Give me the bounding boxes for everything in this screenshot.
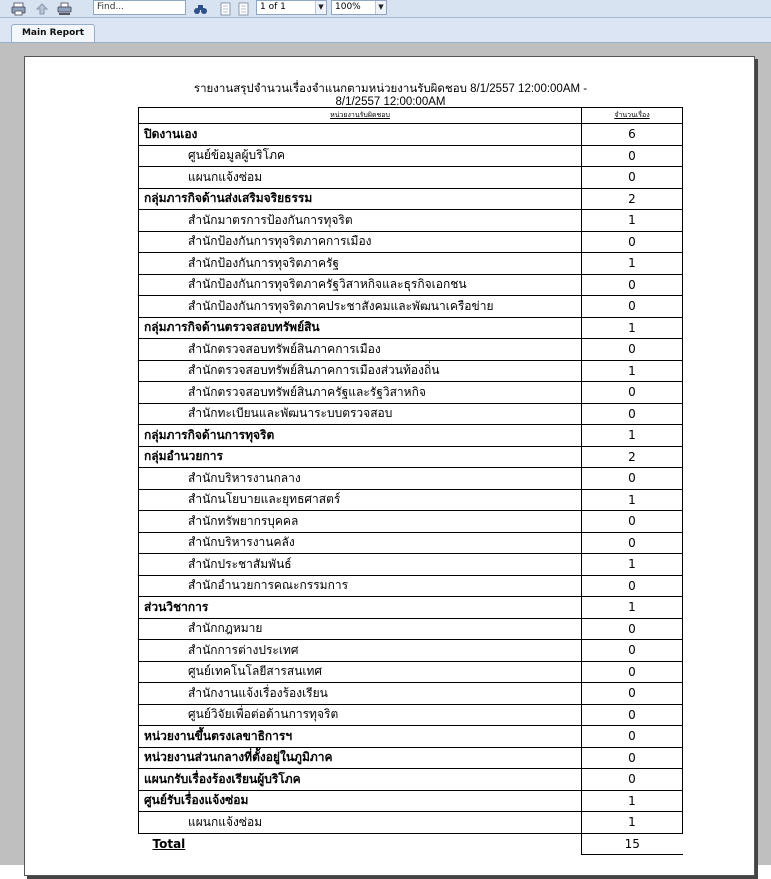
- count-value: 0: [582, 769, 683, 791]
- table-row: [139, 360, 683, 382]
- unit-name: สำนักตรวจสอบทรัพย์สินภาครัฐและรัฐวิสาหกิจ: [139, 382, 582, 404]
- table-row: [139, 640, 683, 662]
- unit-name: สำนักบริหารงานคลัง: [139, 532, 582, 554]
- unit-name: ศูนย์รับเรื่องแจ้งซ่อม: [139, 790, 582, 812]
- table-row: [139, 511, 683, 533]
- unit-name: สำนักทะเบียนและพัฒนาระบบตรวจสอบ: [139, 403, 582, 425]
- count-value: 0: [582, 145, 683, 167]
- unit-name: สำนักตรวจสอบทรัพย์สินภาคการเมืองส่วนท้องถิ่น: [139, 360, 582, 382]
- count-value: 0: [582, 640, 683, 662]
- unit-name: สำนักมาตรการป้องกันการทุจริต: [139, 210, 582, 232]
- count-value: 6: [582, 124, 683, 146]
- table-row: [139, 403, 683, 425]
- table-row: [139, 274, 683, 296]
- unit-name: ศูนย์เทคโนโลยีสารสนเทศ: [139, 661, 582, 683]
- group-row: [139, 747, 683, 769]
- table-row: [139, 468, 683, 490]
- unit-name: ส่วนวิชาการ: [139, 597, 582, 619]
- binoculars-icon[interactable]: [193, 1, 208, 15]
- count-value: 0: [582, 468, 683, 490]
- count-value: 1: [582, 489, 683, 511]
- table-row: [139, 382, 683, 404]
- table-row: [139, 575, 683, 597]
- zoom-select[interactable]: [331, 0, 387, 15]
- total-label: Total: [152, 837, 186, 851]
- unit-name: แผนกแจ้งซ่อม: [139, 167, 582, 189]
- count-value: 0: [582, 339, 683, 361]
- page-select[interactable]: [256, 0, 327, 15]
- count-value: 1: [582, 360, 683, 382]
- table-row: [139, 661, 683, 683]
- count-value: 1: [582, 597, 683, 619]
- table-row: [139, 618, 683, 640]
- unit-name: สำนักป้องกันการทุจริตภาคการเมือง: [139, 231, 582, 253]
- count-value: 0: [582, 726, 683, 748]
- unit-name: ศูนย์วิจัยเพื่อต่อต้านการทุจริต: [139, 704, 582, 726]
- group-row: [139, 769, 683, 791]
- group-row: [139, 446, 683, 468]
- table-row: [139, 704, 683, 726]
- table-row: [139, 210, 683, 232]
- table-row: [139, 683, 683, 705]
- report-title-line-1: รายงานสรุปจำนวนเรื่องจำแนกตามหน่วยงานรับผิดชอบ 8/1/2557 12:00:00AM -: [193, 83, 588, 95]
- count-value: 0: [582, 683, 683, 705]
- report-table: [138, 107, 683, 855]
- group-row: [139, 597, 683, 619]
- print-icon[interactable]: [11, 1, 26, 15]
- export-icon[interactable]: [35, 1, 50, 15]
- unit-name: สำนักบริหารงานกลาง: [139, 468, 582, 490]
- unit-name: สำนักประชาสัมพันธ์: [139, 554, 582, 576]
- unit-name: สำนักป้องกันการทุจริตภาคประชาสังคมและพัฒนาเครือข่าย: [139, 296, 582, 318]
- count-value: 1: [582, 554, 683, 576]
- unit-name: สำนักทรัพยากรบุคคล: [139, 511, 582, 533]
- count-value: 1: [582, 210, 683, 232]
- unit-name: ศูนย์ข้อมูลผู้บริโภค: [139, 145, 582, 167]
- count-value: 0: [582, 618, 683, 640]
- group-row: [139, 425, 683, 447]
- count-value: 0: [582, 532, 683, 554]
- group-row: [139, 317, 683, 339]
- count-value: 0: [582, 511, 683, 533]
- count-value: 1: [582, 790, 683, 812]
- table-header: [139, 108, 683, 124]
- group-row: [139, 790, 683, 812]
- unit-name: กลุ่มภารกิจด้านการทุจริต: [139, 425, 582, 447]
- unit-name: แผนกรับเรื่องร้องเรียนผู้บริโภค: [139, 769, 582, 791]
- table-row: [139, 231, 683, 253]
- find-input[interactable]: Find...: [93, 0, 186, 15]
- previous-page-icon[interactable]: [236, 1, 251, 15]
- table-row: [139, 167, 683, 189]
- zoom-select-value: 100%: [335, 2, 361, 12]
- table-row: [139, 296, 683, 318]
- count-value: 0: [582, 296, 683, 318]
- report-title-line-2: 8/1/2557 12:00:00AM: [335, 96, 446, 108]
- count-value: 0: [582, 704, 683, 726]
- count-value: 0: [582, 403, 683, 425]
- report-toolbar: [0, 0, 771, 18]
- unit-name: สำนักการต่างประเทศ: [139, 640, 582, 662]
- unit-name: ปิดงานเอง: [139, 124, 582, 146]
- unit-name: สำนักป้องกันการทุจริตภาครัฐ: [139, 253, 582, 275]
- unit-name: กลุ่มอำนวยการ: [139, 446, 582, 468]
- count-value: 0: [582, 575, 683, 597]
- table-row: [139, 532, 683, 554]
- total-row: [139, 833, 683, 855]
- unit-name: หน่วยงานส่วนกลางที่ตั้งอยู่ในภูมิภาค: [139, 747, 582, 769]
- table-row: [139, 489, 683, 511]
- chevron-down-icon[interactable]: ▼: [315, 1, 326, 14]
- unit-name: หน่วยงานขึ้นตรงเลขาธิการฯ: [139, 726, 582, 748]
- count-value: 0: [582, 382, 683, 404]
- total-value: 15: [582, 833, 683, 855]
- count-value: 0: [582, 661, 683, 683]
- tab-bar: [0, 18, 771, 43]
- count-value: 0: [582, 274, 683, 296]
- count-value: 1: [582, 253, 683, 275]
- table-row: [139, 554, 683, 576]
- count-value: 0: [582, 747, 683, 769]
- column-header-unit: หน่วยงานรับผิดชอบ: [139, 108, 582, 124]
- chevron-down-icon[interactable]: ▼: [375, 1, 386, 14]
- group-row: [139, 726, 683, 748]
- unit-name: สำนักกฎหมาย: [139, 618, 582, 640]
- count-value: 0: [582, 167, 683, 189]
- unit-name: กลุ่มภารกิจด้านตรวจสอบทรัพย์สิน: [139, 317, 582, 339]
- group-row: [139, 188, 683, 210]
- table-row: [139, 339, 683, 361]
- unit-name: สำนักตรวจสอบทรัพย์สินภาคการเมือง: [139, 339, 582, 361]
- column-header-count: จำนวนเรื่อง: [582, 108, 683, 124]
- table-row: [139, 253, 683, 275]
- count-value: 1: [582, 317, 683, 339]
- count-value: 1: [582, 812, 683, 834]
- unit-name: สำนักอำนวยการคณะกรรมการ: [139, 575, 582, 597]
- unit-name: แผนกแจ้งซ่อม: [139, 812, 582, 834]
- page-select-value: 1 of 1: [260, 2, 286, 12]
- first-page-icon[interactable]: [218, 1, 233, 15]
- unit-name: กลุ่มภารกิจด้านส่งเสริมจริยธรรม: [139, 188, 582, 210]
- tab-main-report[interactable]: Main Report: [11, 24, 95, 42]
- count-value: 2: [582, 188, 683, 210]
- table-row: [139, 145, 683, 167]
- count-value: 0: [582, 231, 683, 253]
- count-value: 1: [582, 425, 683, 447]
- unit-name: สำนักนโยบายและยุทธศาสตร์: [139, 489, 582, 511]
- group-row: [139, 124, 683, 146]
- table-row: [139, 812, 683, 834]
- unit-name: สำนักงานแจ้งเรื่องร้องเรียน: [139, 683, 582, 705]
- count-value: 2: [582, 446, 683, 468]
- unit-name: สำนักป้องกันการทุจริตภาครัฐวิสาหกิจและธุรกิจเอกชน: [139, 274, 582, 296]
- print-setup-icon[interactable]: [57, 1, 72, 15]
